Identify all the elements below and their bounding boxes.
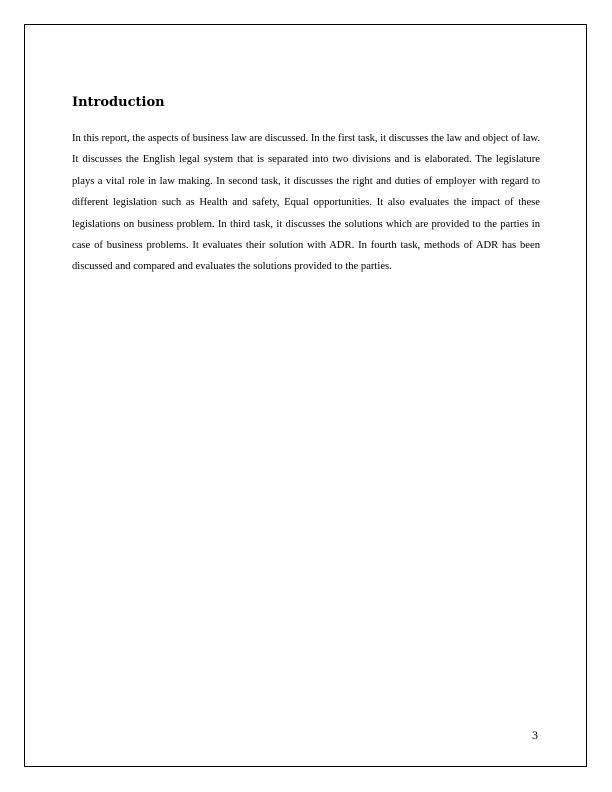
introduction-paragraph: In this report, the aspects of business law are discussed. In the first task, it discusses the law and object of law. It discusses the English legal system that is separated into two divisions and is elaborated. The legislature plays a vital role in law making. In second task, it discusses the right and duties of employer with regard to different legislation such as Health and safety, Equal opportunities. It also evaluates the impact of these legislations on business problem. In third task, it discusses the solutions which are provided to the parties in case of business problems. It evaluates their solution with ADR. In fourth task, methods of ADR has been discussed and compared and evaluates the solutions provided to the parties.	[72, 133, 540, 273]
section-heading: Introduction	[72, 95, 165, 110]
page-number: 3	[532, 728, 538, 742]
